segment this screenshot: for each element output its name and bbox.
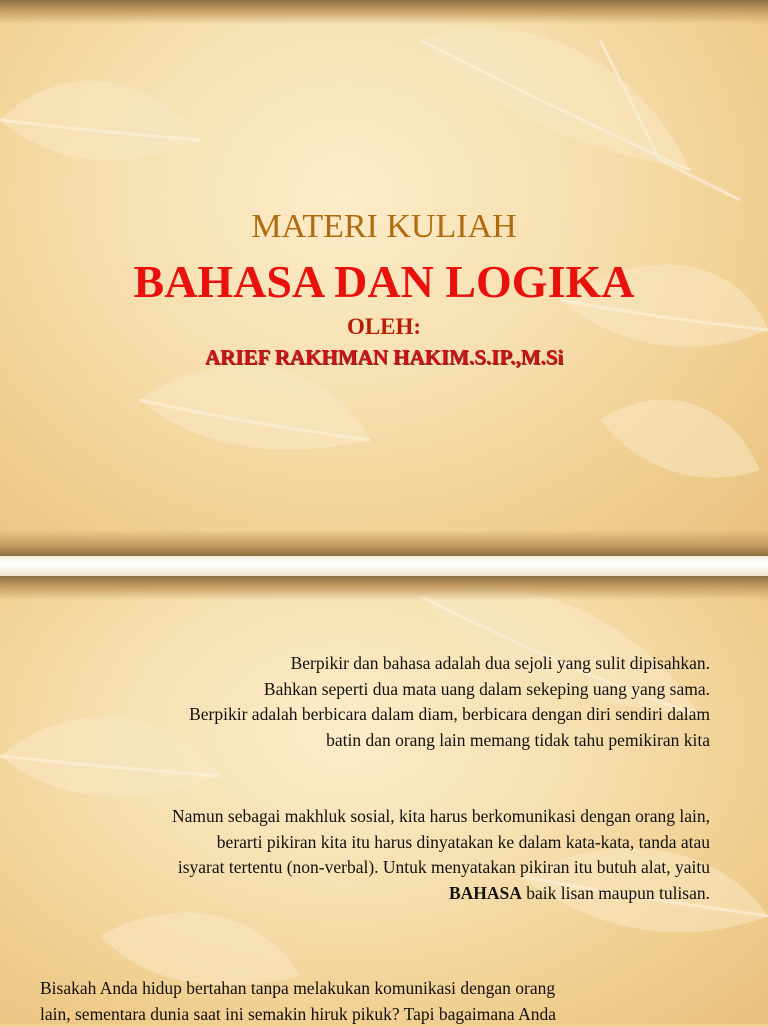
paragraph-2 [40,804,710,906]
slide-title: BAHASA DAN LOGIKA [133,256,635,307]
slide-separator [0,556,768,576]
p1-line: batin dan orang lain memang tidak tahu pemikiran kita [326,729,710,750]
author-name: ARIEF RAKHMAN HAKIM.S.IP.,M.Si [204,345,564,369]
p2-line: Namun sebagai makhluk sosial, kita harus berkomunikasi dengan orang lain, [172,806,710,826]
bahasa-emphasis: BAHASA [448,882,522,903]
p3-line: Bisakah Anda hidup bertahan tanpa melakukan komunikasi dengan orang [40,978,556,998]
p2-line-tail: baik lisan maupun tulisan. [521,882,710,903]
paragraph-1 [56,651,710,753]
bottom-shadow-band [0,530,768,556]
top-shadow-band [0,0,768,24]
by-label: OLEH: [346,314,422,339]
content-slide [0,576,768,1024]
p1-line: Bahkan seperti dua mata uang dalam sekeping uang yang sama. [263,678,710,699]
leaf-background-decoration [0,576,768,1024]
course-subtitle: MATERI KULIAH [251,208,517,245]
top-shadow-band [0,576,768,600]
p2-line: berarti pikiran kita itu harus dinyatakan ke dalam kata-kata, tanda atau [216,831,710,852]
p2-line: isyarat tertentu (non-verbal). Untuk menyatakan pikiran itu butuh alat, yaitu [177,857,710,877]
p1-line: Berpikir adalah berbicara dalam diam, berbicara dengan diri sendiri dalam [189,704,710,724]
p1-line: Berpikir dan bahasa adalah dua sejoli yang sulit dipisahkan. [290,653,710,673]
p3-line: lain, sementara dunia saat ini semakin hiruk pikuk? Tapi bagaimana Anda [40,1003,557,1024]
paragraph-3 [40,976,730,1027]
